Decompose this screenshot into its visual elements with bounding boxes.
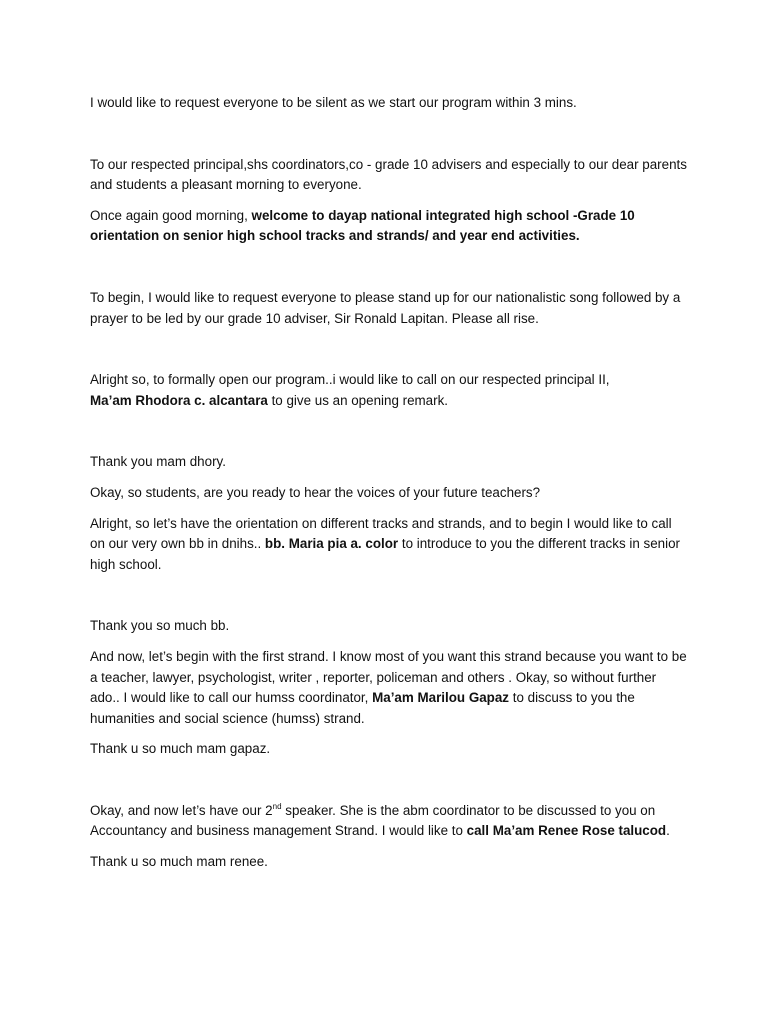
paragraph-silence-request — [90, 93, 688, 114]
paragraph-first-strand — [90, 647, 688, 729]
thanks-renee-text: Thank u so much mam renee. — [90, 854, 268, 870]
greeting-text: To our respected principal,shs coordinators,co - grade 10 advisers and especially to our dear parents and students a pleasant morning to everyone. — [90, 156, 687, 193]
paragraph-tracks-orientation — [90, 514, 688, 576]
thanks-bb-text: Thank you so much bb. — [90, 618, 230, 634]
opening-remark-lead-text: Alright so, to formally open our program..i would like to call on our respected principal II, — [90, 372, 610, 388]
thanks-gapaz-text: Thank u so much mam gapaz. — [90, 741, 271, 757]
tracks-orientation-lead-text: Alright, so let’s have the orientation on different tracks and strands, and to begin I would like to call on our very own bb in dnihs.. — [90, 515, 672, 552]
principal-name: Ma’am Rhodora c. alcantara — [90, 392, 268, 408]
nationalistic-song-text: To begin, I would like to request everyone to please stand up for our nationalistic song followed by a prayer to be led by our grade 10 adviser, Sir Ronald Lapitan. Please all rise. — [90, 289, 681, 326]
first-strand-lead-text: And now, let’s begin with the first strand. I know most of you want this strand because you want to be a teacher, lawyer, psychologist, writer , reporter, policeman and others . Okay, so without further ado.. I would like to call our humss coordinator, — [90, 648, 687, 706]
paragraph-greeting — [90, 155, 688, 196]
paragraph-thanks-renee — [90, 852, 688, 873]
paragraph-welcome — [90, 206, 688, 247]
paragraph-thanks-bb — [90, 616, 688, 637]
thanks-principal-text: Thank you mam dhory. — [90, 454, 226, 470]
ordinal-superscript: nd — [272, 801, 282, 811]
speaker-bb-name: bb. Maria pia a. color — [264, 536, 399, 552]
silence-request-text: I would like to request everyone to be silent as we start our program within 3 mins. — [90, 95, 577, 110]
question-students-text: Okay, so students, are you ready to hear the voices of your future teachers? — [90, 484, 541, 500]
paragraph-second-speaker — [90, 801, 688, 842]
opening-remark-tail-text: to give us an opening remark. — [267, 392, 448, 408]
welcome-lead-text: Once again good morning, — [90, 207, 252, 223]
paragraph-opening-remark — [90, 370, 688, 411]
paragraph-question-students — [90, 483, 688, 504]
paragraph-nationalistic-song — [90, 288, 688, 329]
welcome-bold-text: welcome to dayap national integrated high school -Grade 10 orientation on senior high school tracks and strands/ and year end activities. — [90, 207, 635, 244]
tracks-orientation-tail-text: to introduce to you the different tracks in senior high school. — [90, 536, 680, 572]
humss-coordinator-name: Ma’am Marilou Gapaz — [372, 690, 510, 706]
first-strand-tail-text: to discuss to you the humanities and social science (humss) strand. — [90, 690, 635, 726]
second-speaker-lead-text: Okay, and now let’s have our 2 — [90, 802, 273, 818]
paragraph-thanks-principal — [90, 452, 688, 473]
paragraph-thanks-gapaz — [90, 739, 688, 760]
second-speaker-end-text: . — [666, 823, 670, 839]
abm-coordinator-name: call Ma’am Renee Rose talucod — [466, 823, 667, 839]
second-speaker-mid-text: speaker. She is the abm coordinator to be discussed to you on Accountancy and business management Strand. I would like to — [90, 802, 656, 839]
